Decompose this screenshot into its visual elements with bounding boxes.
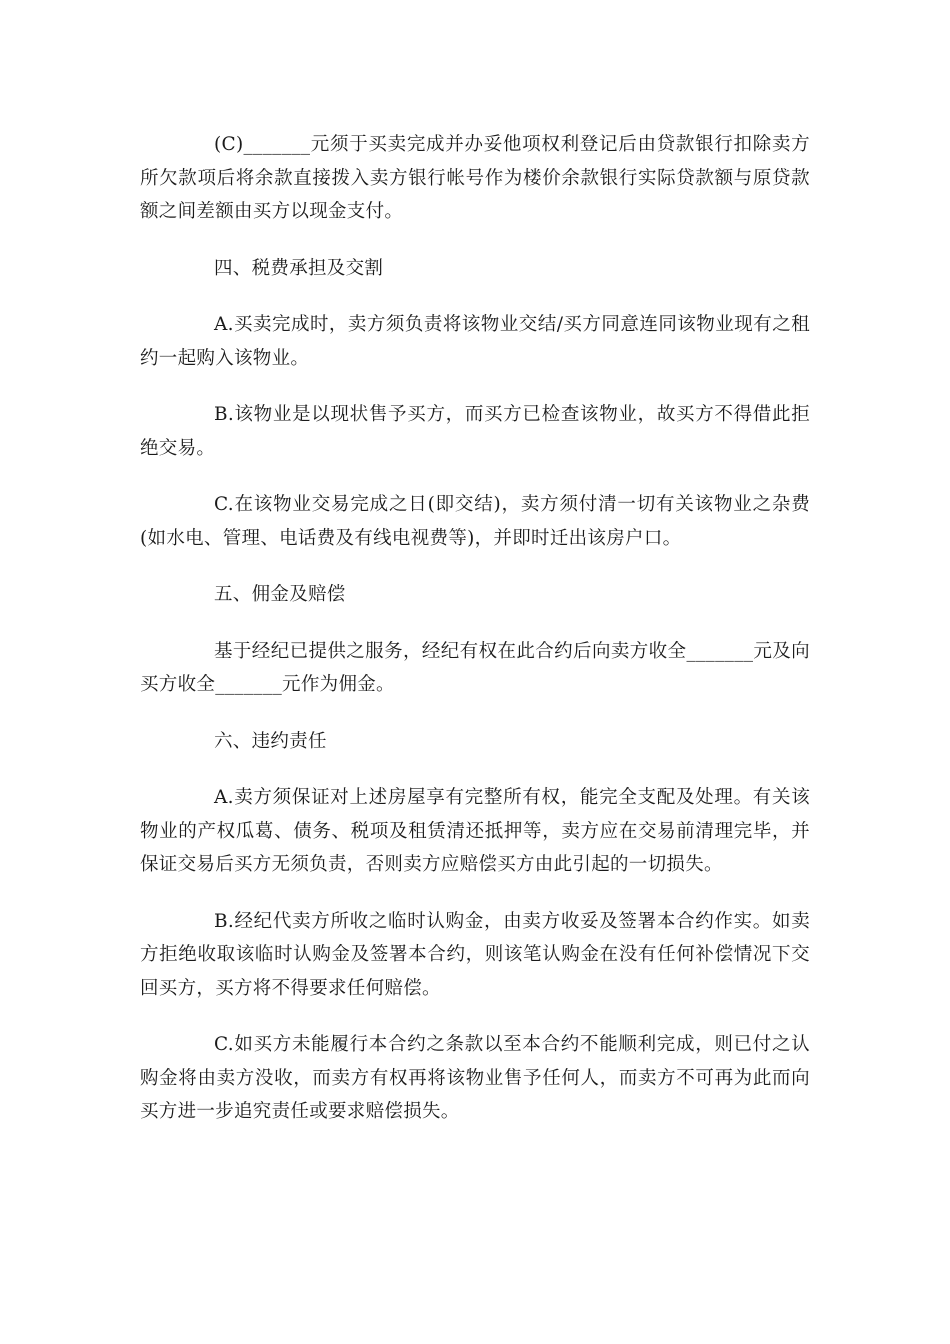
paragraph-payment-c: (C)_______元须于买卖完成并办妥他项权利登记后由贷款银行扣除卖方所欠款项后将余款直接拨入卖方银行帐号作为楼价余款银行实际贷款额与原贷款额之间差额由买方以现金支付。 [140,134,810,222]
section-heading-liability: 六、违约责任 [214,730,327,752]
paragraph-liability-c: C.如买方未能履行本合约之条款以至本合约不能顺利完成，则已付之认购金将由卖方没收，而卖方有权再将该物业售予任何人，而卖方不可再为此而向买方进一步追究责任或要求赔偿损失。 [140,1034,810,1122]
paragraph-commission: 基于经纪已提供之服务，经纪有权在此合约后向卖方收全_______元及向买方收全_______元作为佣金。 [140,640,810,695]
paragraph-liability-a: A.卖方须保证对上述房屋享有完整所有权，能完全支配及处理。有关该物业的产权瓜葛、债务、税项及租赁清还抵押等，卖方应在交易前清理完毕，并保证交易后买方无须负责，否则卖方应赔偿买方由此引起的一切损失。 [140,787,810,875]
section-heading-commission: 五、佣金及赔偿 [214,584,346,605]
paragraph-taxes-c: C.在该物业交易完成之日(即交结)，卖方须付清一切有关该物业之杂费(如水电、管理、电话费及有线电视费等)，并即时迁出该房户口。 [140,494,810,549]
paragraph-liability-b: B.经纪代卖方所收之临时认购金，由卖方收妥及签署本合约作实。如卖方拒绝收取该临时认购金及签署本合约，则该笔认购金在没有任何补偿情况下交回买方，买方将不得要求任何赔偿。 [140,910,810,999]
paragraph-taxes-b: B.该物业是以现状售予买方，而买方已检查该物业，故买方不得借此拒绝交易。 [140,404,810,459]
paragraph-taxes-a: A.买卖完成时，卖方须负责将该物业交结/买方同意连同该物业现有之租约一起购入该物业。 [140,314,810,369]
section-heading-taxes: 四、税费承担及交割 [214,257,384,279]
document-body [140,128,810,1152]
